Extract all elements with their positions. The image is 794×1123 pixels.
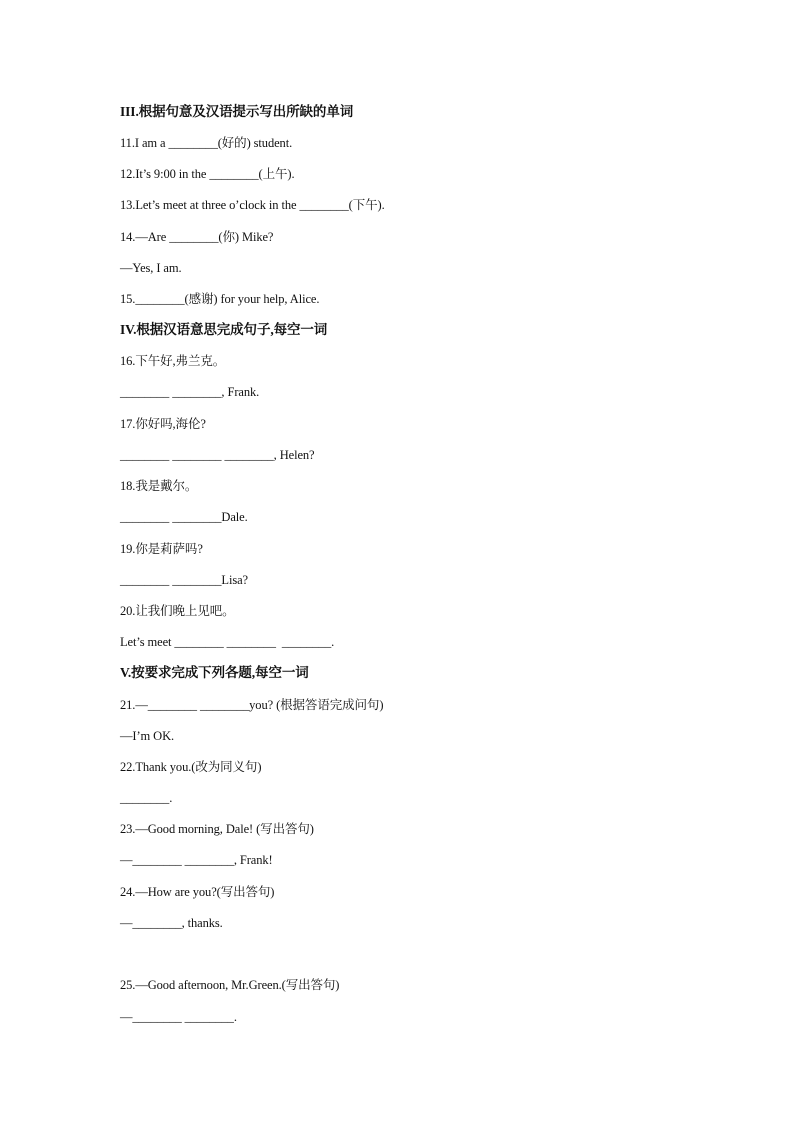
question-18-answer: ________ ________Dale. — [120, 510, 248, 524]
question-18-prompt: 18.我是戴尔。 — [120, 479, 198, 493]
question-21-prompt: 21.—________ ________you? (根据答语完成问句) — [120, 698, 384, 712]
section-5-title: V.按要求完成下列各题,每空一词 — [120, 665, 309, 680]
question-23-prompt: 23.—Good morning, Dale! (写出答句) — [120, 822, 314, 836]
question-24-answer: —________, thanks. — [120, 916, 223, 930]
question-22-prompt: 22.Thank you.(改为同义句) — [120, 760, 262, 774]
question-25-answer: —________ ________. — [120, 1010, 237, 1024]
question-21-answer: —I’m OK. — [120, 729, 175, 743]
question-15: 15.________(感谢) for your help, Alice. — [120, 292, 320, 306]
question-20-answer: Let’s meet ________ ________ ________. — [120, 635, 335, 649]
question-19-answer: ________ ________Lisa? — [120, 573, 248, 587]
question-19-prompt: 19.你是莉萨吗? — [120, 542, 203, 556]
question-11: 11.I am a ________(好的) student. — [120, 136, 293, 150]
section-4-title: IV.根据汉语意思完成句子,每空一词 — [120, 322, 328, 337]
question-17-answer: ________ ________ ________, Helen? — [120, 448, 315, 462]
question-23-answer: —________ ________, Frank! — [120, 853, 273, 867]
question-16-prompt: 16.下午好,弗兰克。 — [120, 354, 226, 368]
section-3-title: III.根据句意及汉语提示写出所缺的单词 — [120, 104, 354, 119]
question-12: 12.It’s 9:00 in the ________(上午). — [120, 167, 295, 181]
question-13: 13.Let’s meet at three o’clock in the ________(下午). — [120, 198, 385, 212]
question-14-prompt: 14.—Are ________(你) Mike? — [120, 230, 274, 244]
question-16-answer: ________ ________, Frank. — [120, 385, 260, 399]
question-14-answer: —Yes, I am. — [120, 261, 182, 275]
question-24-prompt: 24.—How are you?(写出答句) — [120, 885, 275, 899]
question-22-answer: ________. — [120, 791, 173, 805]
question-17-prompt: 17.你好吗,海伦? — [120, 417, 206, 431]
question-25-prompt: 25.—Good afternoon, Mr.Green.(写出答句) — [120, 978, 340, 992]
question-20-prompt: 20.让我们晚上见吧。 — [120, 604, 235, 618]
